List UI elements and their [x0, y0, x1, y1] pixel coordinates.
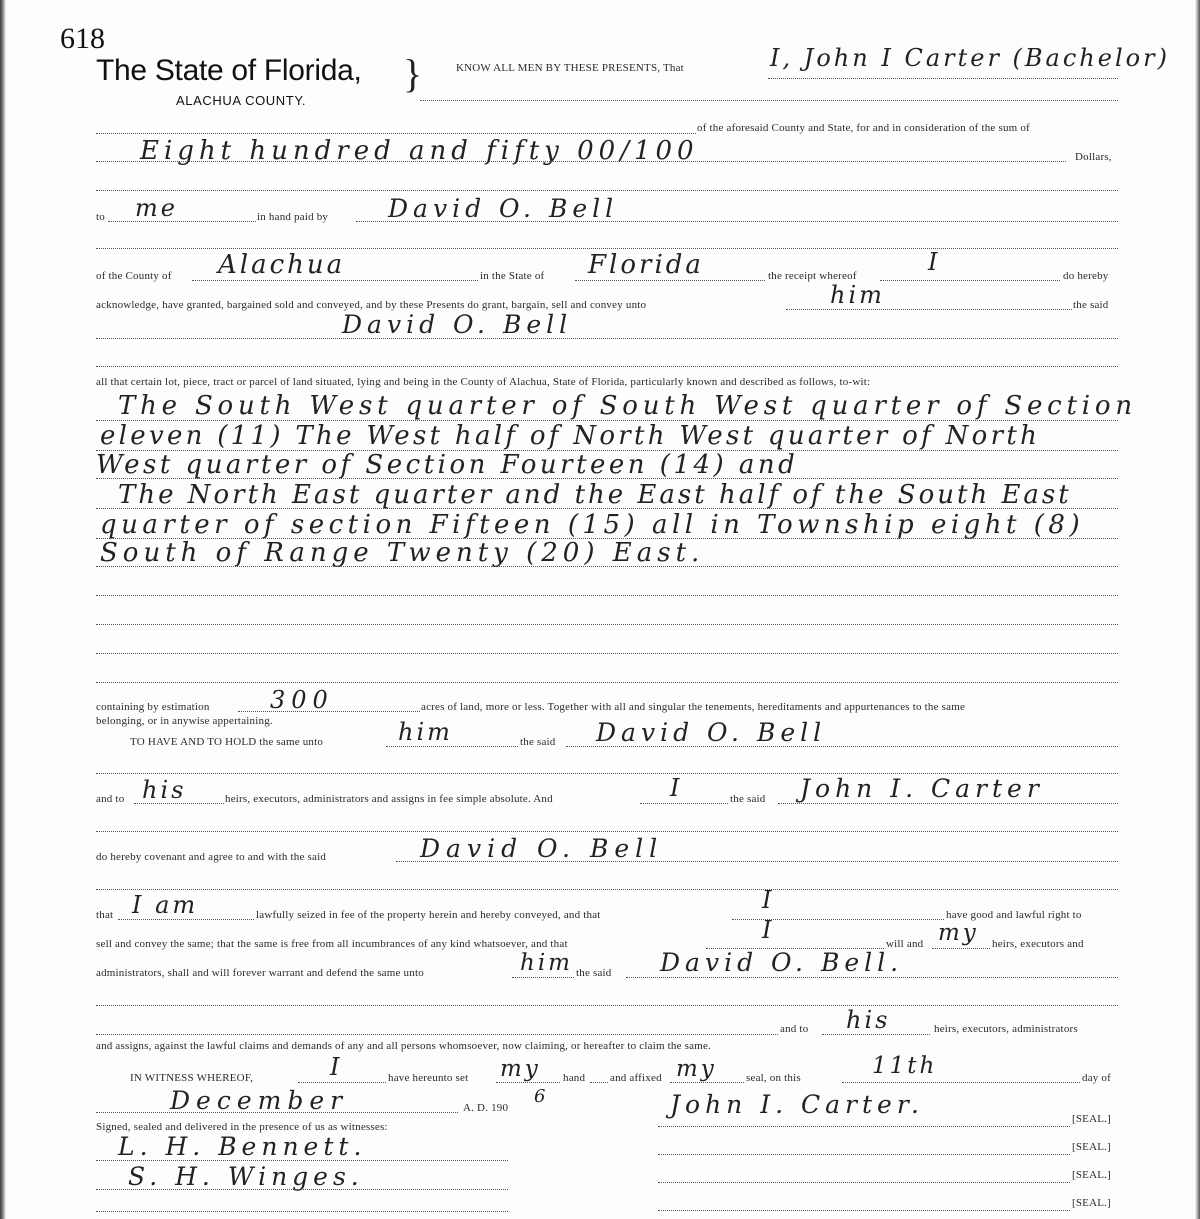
rule: [96, 190, 1118, 191]
rule: [96, 624, 1118, 625]
that-who2-handwriting: I: [762, 886, 775, 914]
signed-text: Signed, sealed and delivered in the presence of us as witnesses:: [96, 1121, 388, 1133]
rule: [590, 1082, 608, 1083]
witness2-handwriting: S. H. Winges.: [128, 1162, 364, 1191]
the-said-text: the said: [520, 736, 556, 748]
receipt-text: the receipt whereof: [768, 270, 857, 282]
in-hand-paid-text: in hand paid by: [257, 211, 329, 223]
all-that-certain-text: all that certain lot, piece, tract or parcel of land situated, lying and being in the County of Alachua, State of Florida, particularly known and described as follows, to-wit:: [96, 376, 871, 388]
rule: [96, 1112, 458, 1113]
administrators-text: administrators, shall and will forever warrant and defend the same unto: [96, 967, 424, 979]
rule: [96, 1160, 508, 1161]
do-hereby-text: do hereby: [1063, 270, 1109, 282]
rule: [96, 478, 1118, 479]
rule: [670, 1082, 744, 1083]
rule: [96, 161, 1066, 162]
rule: [626, 977, 1118, 978]
state-title: The State of Florida,: [96, 54, 362, 87]
have-hereunto-text: have hereunto set: [388, 1072, 469, 1084]
rule: [96, 831, 1118, 832]
scan-edge-right: [1195, 0, 1200, 1219]
to-whom-handwriting: me: [135, 194, 178, 222]
containing-text: containing by estimation: [96, 701, 210, 713]
rule: [640, 803, 728, 804]
rule: [96, 1211, 508, 1212]
warrant-unto-handwriting: him: [520, 950, 573, 976]
rule: [786, 309, 1072, 310]
hand-text: hand: [563, 1072, 586, 1084]
rule: [96, 1034, 778, 1035]
seal-label: [SEAL.]: [1072, 1113, 1111, 1125]
rule: [96, 653, 1118, 654]
and-assigns-text: and assigns, against the lawful claims and demands of any and all persons whomsoever, now claiming, or hereafter to claim the same.: [96, 1040, 712, 1052]
header-brace: }: [403, 51, 423, 96]
heirs-exec-admin-text: heirs, executors, administrators: [934, 1023, 1078, 1035]
the-said-text: the said: [576, 967, 612, 979]
description-line: The North East quarter and the East half of the South East: [118, 480, 1072, 510]
acknowledge-text: acknowledge, have granted, bargained sold and conveyed, and by these Presents do grant, bargain, sell and convey unto: [96, 299, 647, 311]
rule: [496, 1082, 560, 1083]
witness1-handwriting: L. H. Bennett.: [118, 1132, 367, 1161]
rule: [96, 508, 1118, 509]
know-all-text: KNOW ALL MEN BY THESE PRESENTS, That: [456, 62, 684, 74]
covenant-with-handwriting: David O. Bell: [420, 834, 664, 863]
lawfully-seized-text: lawfully seized in fee of the property herein and hereby conveyed, and that: [256, 909, 601, 921]
seal-label: [SEAL.]: [1072, 1169, 1111, 1181]
rule: [238, 711, 420, 712]
rule: [96, 566, 1118, 567]
will-and-handwriting: my: [938, 920, 979, 946]
rule: [768, 78, 1118, 79]
rule: [108, 221, 256, 222]
have-good-text: have good and lawful right to: [946, 909, 1082, 921]
day-handwriting: 11th: [872, 1053, 938, 1079]
rule: [298, 1082, 386, 1083]
rule: [880, 280, 1060, 281]
belonging-text: belonging, or in anywise appertaining.: [96, 715, 273, 727]
scan-edge-left: [0, 0, 6, 1219]
covenant-text: do hereby covenant and agree to and with the said: [96, 851, 327, 863]
in-state-text: in the State of: [480, 270, 545, 282]
will-and-text: will and: [886, 938, 924, 950]
heirs-exec-text: heirs, executors and: [992, 938, 1084, 950]
rule: [396, 861, 1118, 862]
description-line: South of Range Twenty (20) East.: [100, 538, 705, 568]
seal-label: [SEAL.]: [1072, 1141, 1111, 1153]
affixed-my-handwriting: my: [676, 1056, 717, 1082]
description-line: quarter of section Fifteen (15) all in Township eight (8): [100, 510, 1085, 540]
description-line: The South West quarter of South West quarter of Section: [118, 391, 1137, 421]
receipt-by-handwriting: I: [928, 248, 941, 276]
rule: [658, 1126, 1070, 1127]
description-line: eleven (11) The West half of North West quarter of North: [100, 421, 1041, 451]
have-hold-unto-handwriting: him: [398, 718, 453, 746]
unto-handwriting: him: [830, 281, 885, 309]
rule: [658, 1210, 1070, 1211]
day-of-text: day of: [1082, 1072, 1111, 1084]
description-line: West quarter of Section Fourteen (14) and: [96, 450, 799, 480]
in-witness-text: IN WITNESS WHEREOF,: [130, 1072, 254, 1084]
ad-text: A. D. 190: [463, 1102, 509, 1114]
set-my-handwriting: my: [500, 1056, 541, 1082]
rule: [96, 133, 696, 134]
acres-handwriting: 300: [270, 686, 334, 714]
rule: [96, 682, 1118, 683]
seal-label: [SEAL.]: [1072, 1197, 1111, 1209]
rule: [932, 948, 990, 949]
state-handwriting: Florida: [588, 250, 704, 280]
rule: [386, 746, 518, 747]
rule: [822, 1034, 930, 1035]
grantor-handwriting: I, John I Carter (Bachelor): [770, 44, 1170, 72]
warrant-said-handwriting: David O. Bell.: [660, 948, 904, 977]
aforesaid-text: of the aforesaid County and State, for and in consideration of the sum of: [697, 122, 1030, 134]
and-to-handwriting: his: [142, 776, 187, 804]
the-said-text: the said: [1073, 299, 1109, 311]
rule: [778, 803, 1118, 804]
page-number: 618: [60, 22, 105, 55]
county-heading: ALACHUA COUNTY.: [176, 93, 307, 108]
and-to-text: and to: [96, 793, 125, 805]
heirs-fee-text: heirs, executors, administrators and assigns in fee simple absolute. And: [225, 793, 553, 805]
rule: [96, 1005, 1118, 1006]
rule: [512, 977, 574, 978]
rule: [575, 280, 765, 281]
and-that-handwriting: I: [762, 916, 775, 944]
heirs-of-handwriting: his: [846, 1006, 891, 1034]
and-affixed-text: and affixed: [610, 1072, 662, 1084]
seal-on-this-text: seal, on this: [746, 1072, 801, 1084]
and-who-handwriting: I: [670, 774, 683, 802]
rule: [566, 746, 1118, 747]
signature-handwriting: John I. Carter.: [670, 1090, 924, 1119]
rule: [658, 1154, 1070, 1155]
that-who-handwriting: I am: [132, 891, 199, 919]
paid-by-handwriting: David O. Bell: [388, 194, 619, 223]
rule: [96, 595, 1118, 596]
have-hold-said-handwriting: David O. Bell: [596, 718, 827, 747]
of-county-text: of the County of: [96, 270, 172, 282]
grantee-handwriting: David O. Bell: [342, 310, 573, 339]
rule: [96, 1189, 508, 1190]
rule: [420, 100, 1118, 101]
year-digit-handwriting: 6: [534, 1086, 549, 1107]
dollars-text: Dollars,: [1075, 151, 1112, 163]
acres-text: acres of land, more or less. Together with all and singular the tenements, hereditaments and appurtenances to the same: [421, 701, 966, 713]
to-text: to: [96, 211, 105, 223]
rule: [658, 1182, 1070, 1183]
rule: [96, 889, 1118, 890]
and-to-text: and to: [780, 1023, 809, 1035]
rule: [842, 1082, 1080, 1083]
month-handwriting: December: [170, 1086, 349, 1115]
rule: [356, 221, 1118, 222]
to-have-text: TO HAVE AND TO HOLD the same unto: [130, 736, 324, 748]
county-handwriting: Alachua: [218, 250, 346, 280]
that-text: that: [96, 909, 114, 921]
rule: [118, 919, 254, 920]
said-grantor-handwriting: John I. Carter: [800, 774, 1044, 803]
witness-who-handwriting: I: [330, 1053, 343, 1081]
rule: [96, 338, 1118, 339]
rule: [96, 366, 1118, 367]
the-said-text: the said: [730, 793, 766, 805]
rule: [96, 248, 1118, 249]
amount-handwriting: Eight hundred and fifty 00/100: [140, 136, 699, 166]
rule: [192, 280, 478, 281]
sell-convey-text: sell and convey the same; that the same is free from all incumbrances of any kind whatsoever, and that: [96, 938, 568, 950]
rule: [134, 803, 224, 804]
